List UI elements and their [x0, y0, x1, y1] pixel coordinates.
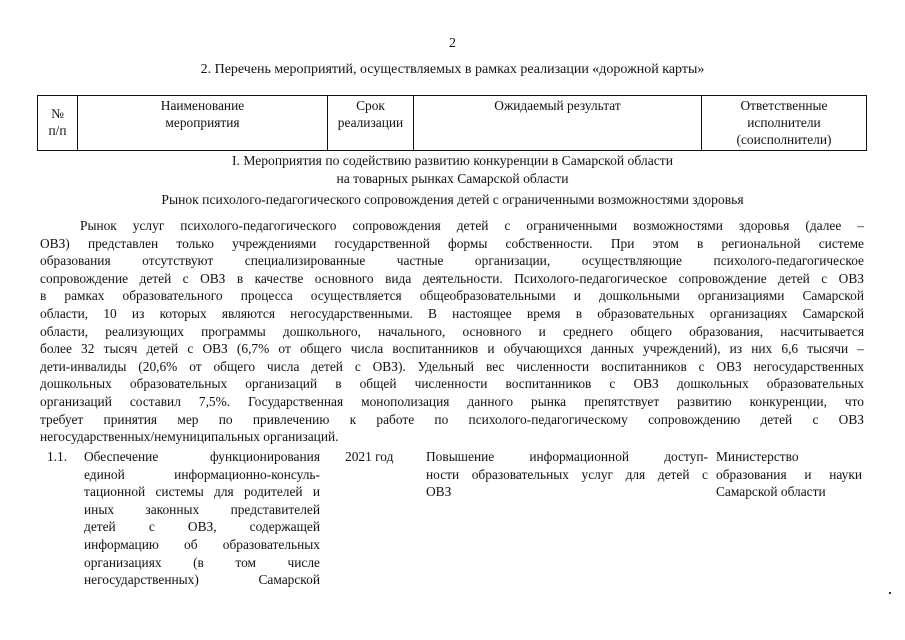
paragraph-line: области, реализующих программы дошкольного, начального, основного и среднего общего образования, насчитывается [40, 323, 864, 339]
paragraph-line: требует принятия мер по привлечению к работе по психолого-педагогическому сопровождению детей с ОВЗ [40, 411, 864, 427]
result-line: ности образовательных услуг для детей с [426, 466, 708, 482]
section-title [0, 152, 905, 188]
market-title: Рынок психолого-педагогического сопровождения детей с ограниченными возможностями здоровья [161, 192, 744, 207]
market-description [40, 217, 864, 446]
header-responsible-text: Ответственные исполнители (соисполнители) [736, 98, 832, 147]
activity-name-line: детей с ОВЗ, содержащей [84, 519, 320, 535]
paragraph-line: ОВЗ) представлен только учреждениями государственной формы собственности. При этом в региональной системе [40, 235, 864, 251]
section-title-line-1: I. Мероприятия по содействию развитию конкуренции в Самарской области [232, 153, 673, 168]
paragraph-line: дошкольных образовательных организаций в общей численности воспитанников с ОВЗ дошкольных образовательных [40, 376, 864, 392]
paragraph-line: негосударственных/немуниципальных организаций. [40, 429, 339, 445]
header-cell-responsible [702, 96, 867, 151]
header-cell-name [78, 96, 328, 151]
row-expected-result [426, 448, 708, 501]
row-number: 1.1. [47, 449, 68, 464]
paragraph-line: образования отсутствуют специализированные частные организации, осуществляющие психолого-педагогическое [40, 253, 864, 269]
row-activity-name [84, 448, 320, 589]
activity-name-line: тационной системы для родителей и [84, 484, 320, 500]
header-name-text: Наименование мероприятия [160, 98, 245, 130]
paragraph-line: области, 10 из которых являются негосударственными. В настоящее время в образовательных организациях Самарской [40, 305, 864, 321]
table-header [37, 95, 867, 151]
section-heading: 2. Перечень мероприятий, осуществляемых в рамках реализации «дорожной карты» [200, 62, 705, 77]
header-num-text: № п/п [48, 106, 67, 138]
paragraph-line: сопровождение детей с ОВЗ в качестве основного вида деятельности. Психолого-педагогическое сопровождение детей с ОВЗ [40, 270, 864, 286]
paragraph-line: Рынок услуг психолого-педагогического сопровождения детей с ограниченными возможностями здоровья (далее – [80, 218, 864, 233]
header-term-text: Срок реализации [337, 98, 404, 130]
row-term: 2021 год [345, 449, 394, 464]
paragraph-line: дети-инвалиды (20,6% от общего числа детей с ОВЗ). Удельный вес численности воспитанников с ОВЗ негосударственных [40, 358, 864, 374]
page-number: 2 [449, 36, 456, 51]
header-cell-result [414, 96, 702, 151]
paragraph-line: организаций составил 7,5%. Государственная монополизация данного рынка препятствует развитию конкуренции, что [40, 393, 864, 409]
paragraph-line: в рамках образовательного процесса осуществляется общеобразовательными и дошкольными организациями Самарской [40, 288, 864, 304]
header-result-text: Ожидаемый результат [494, 98, 621, 113]
section-title-line-2: на товарных рынках Самарской области [336, 171, 569, 186]
activity-name-line: негосударственных) Самарской [84, 572, 320, 588]
scan-speck [889, 592, 891, 594]
activity-name-line: информацию об образовательных [84, 536, 320, 552]
activity-name-line: иных законных представителей [84, 501, 320, 517]
result-line: Повышение информационной доступ- [426, 449, 708, 464]
responsible-line: Самарской области [716, 484, 826, 500]
activity-name-line: Обеспечение функционирования [84, 449, 320, 464]
responsible-line: образования и науки [716, 466, 862, 482]
paragraph-line: более 32 тысяч детей с ОВЗ (6,7% от общего числа воспитанников и обучающихся данных учреждений), из них 6,6 тысячи – [40, 341, 864, 357]
responsible-line: Министерство [716, 449, 799, 464]
activity-name-line: единой информационно-консуль- [84, 466, 320, 482]
header-cell-num [38, 96, 78, 151]
activity-name-line: организациях (в том числе [84, 554, 320, 570]
row-responsible [716, 448, 862, 501]
header-cell-term [328, 96, 414, 151]
result-line: ОВЗ [426, 484, 452, 500]
